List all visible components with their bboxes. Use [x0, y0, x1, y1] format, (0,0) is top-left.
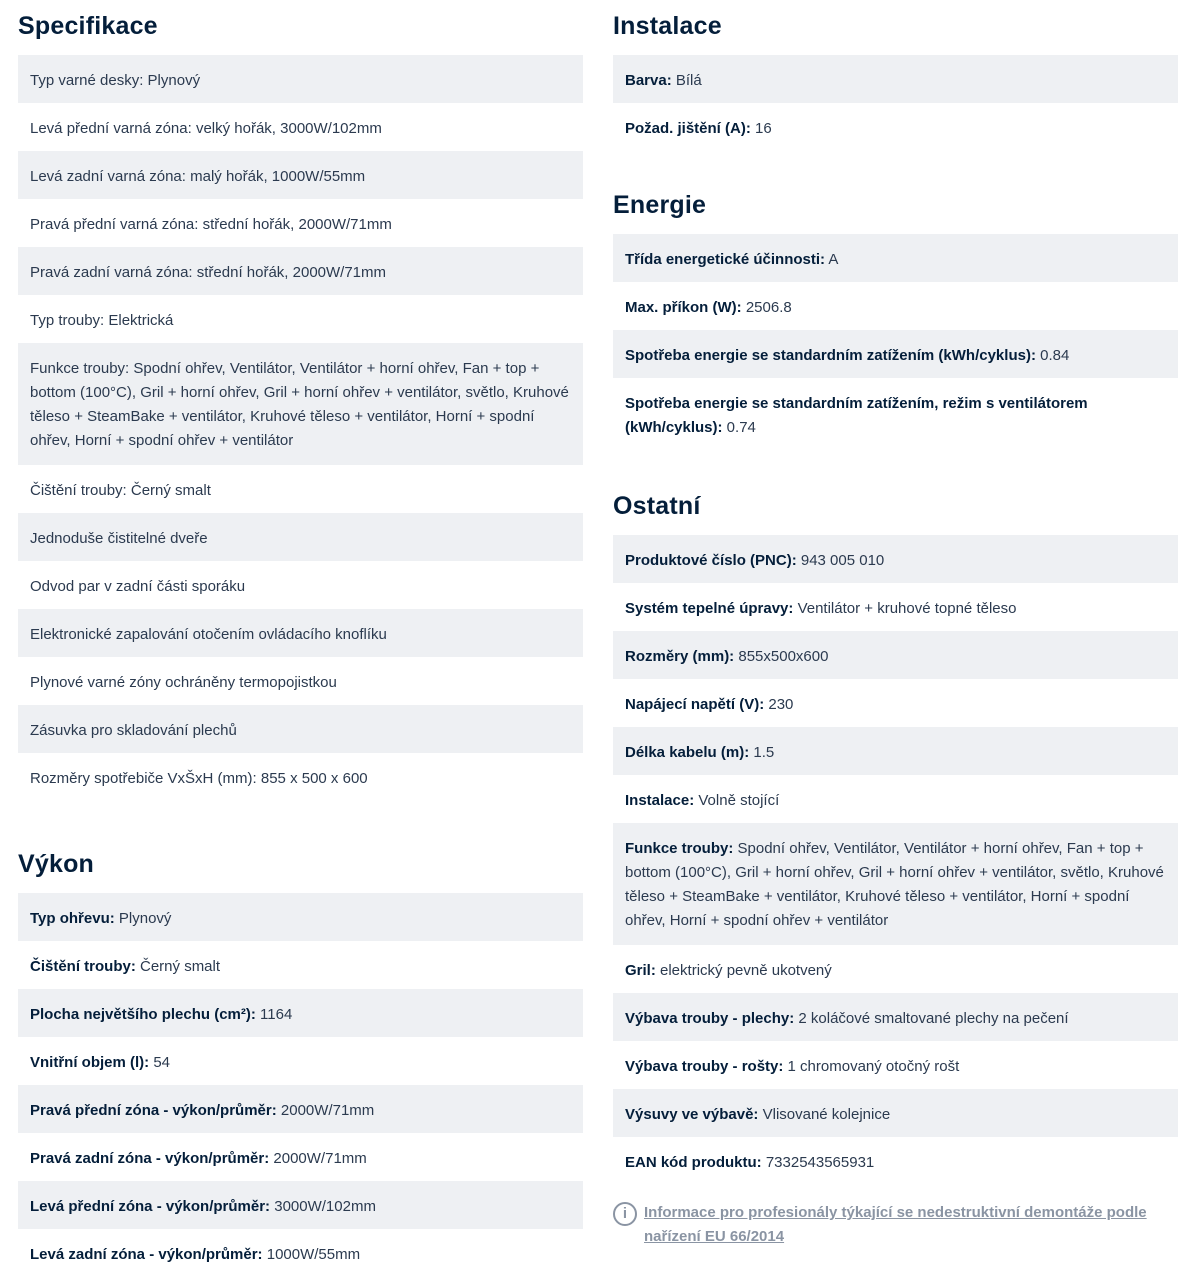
list-item: [613, 727, 1178, 775]
list-item: Čištění trouby: Černý smalt: [30, 482, 211, 499]
item-value: 2 koláčové smaltované plechy na pečení: [794, 1010, 1069, 1027]
item-value: A: [825, 251, 839, 268]
item-value: 16: [750, 120, 772, 137]
ostatni-list: [613, 535, 1178, 1185]
left-column: [18, 0, 583, 1277]
vykon-heading: Výkon: [18, 850, 95, 878]
list-item: [18, 1037, 583, 1085]
item-label: Čištění trouby:: [30, 958, 136, 975]
list-item: Levá zadní varná zóna: malý hořák, 1000W/55mm: [18, 151, 583, 199]
info-icon: i: [613, 1202, 637, 1226]
list-item: [613, 535, 1178, 583]
list-item: [613, 378, 1178, 452]
professional-info: [613, 1201, 1178, 1249]
item-value: 230: [764, 696, 794, 713]
vykon-list: [18, 893, 583, 1277]
list-item: [613, 823, 1178, 945]
list-item: [613, 1089, 1178, 1137]
item-value: Spodní ohřev, Ventilátor, Ventilátor + horní ohřev, Fan + top + bottom (100°C), Gril + horní ohřev, Gril + horní ohřev + ventilátor, světlo, Kruhové těleso + SteamBake + ventilátor, Kruhové těleso + ventilátor, Horní + spodní ohřev, Horní + spodní ohřev + ventilátor: [625, 840, 1164, 929]
item-label: Délka kabelu (m):: [625, 744, 750, 761]
item-value: 2000W/71mm: [269, 1150, 367, 1167]
item-label: Funkce trouby:: [625, 840, 734, 857]
energie-list: [613, 234, 1178, 452]
list-item: [18, 1229, 583, 1277]
item-label: EAN kód produktu:: [625, 1154, 762, 1171]
list-item: [613, 993, 1178, 1041]
item-value: 1 chromovaný otočný rošt: [783, 1058, 960, 1075]
item-value: 0.74: [722, 419, 756, 436]
right-column: [613, 0, 1178, 1249]
item-value: Ventilátor + kruhové topné těleso: [793, 600, 1017, 617]
item-label: Levá přední zóna - výkon/průměr:: [30, 1198, 271, 1215]
list-item: [613, 631, 1178, 679]
list-item: [613, 282, 1178, 330]
item-label: Rozměry (mm):: [625, 648, 735, 665]
item-label: Systém tepelné úpravy:: [625, 600, 794, 617]
item-value: Plynový: [114, 910, 172, 927]
list-item: [613, 234, 1178, 282]
item-label: Výsuvy ve výbavě:: [625, 1106, 759, 1123]
item-value: 2000W/71mm: [276, 1102, 375, 1119]
list-item: Jednoduše čistitelné dveře: [18, 513, 583, 561]
list-item: [18, 1133, 583, 1181]
list-item: Levá přední varná zóna: velký hořák, 3000W/102mm: [30, 120, 382, 137]
list-item: Funkce trouby: Spodní ohřev, Ventilátor, Ventilátor + horní ohřev, Fan + top + bottom (100°C), Gril + horní ohřev, Gril + horní ohřev + ventilátor, světlo, Kruhové těleso + SteamBake + ventilátor, Kruhové těleso + ventilátor, Horní + spodní ohřev, Horní + spodní ohřev + ventilátor: [18, 343, 583, 465]
item-label: Levá zadní zóna - výkon/průměr:: [30, 1246, 263, 1263]
item-label: Požad. jištění (A):: [625, 120, 751, 137]
list-item: [613, 679, 1178, 727]
item-value: 7332543565931: [761, 1154, 875, 1171]
item-label: Instalace:: [625, 792, 695, 809]
item-label: Barva:: [625, 72, 672, 89]
item-value: 2506.8: [741, 299, 792, 316]
list-item: Zásuvka pro skladování plechů: [18, 705, 583, 753]
list-item: [613, 583, 1178, 631]
item-label: Spotřeba energie se standardním zatížením (kWh/cyklus):: [625, 347, 1036, 364]
item-value: Bílá: [671, 72, 702, 89]
item-value: 54: [149, 1054, 171, 1071]
list-item: [613, 775, 1178, 823]
item-value: 855x500x600: [734, 648, 829, 665]
ostatni-heading: Ostatní: [613, 492, 701, 520]
list-item: [613, 1041, 1178, 1089]
list-item: [613, 330, 1178, 378]
list-item: Typ varné desky: Plynový: [18, 55, 583, 103]
item-value: 1164: [255, 1006, 293, 1023]
item-value: 1000W/55mm: [262, 1246, 361, 1263]
item-label: Pravá zadní zóna - výkon/průměr:: [30, 1150, 270, 1167]
list-item: Pravá přední varná zóna: střední hořák, 2000W/71mm: [30, 216, 392, 233]
energie-heading: Energie: [613, 191, 707, 219]
list-item: [18, 1085, 583, 1133]
list-item: [18, 989, 583, 1037]
item-value: Černý smalt: [135, 958, 221, 975]
item-label: Typ ohřevu:: [30, 910, 115, 927]
item-value: Volně stojící: [694, 792, 780, 809]
item-label: Gril:: [625, 962, 656, 979]
list-item: Odvod par v zadní části sporáku: [30, 578, 246, 595]
item-value: Vlisované kolejnice: [758, 1106, 891, 1123]
specifikace-list: [18, 55, 583, 801]
item-label: Výbava trouby - plechy:: [625, 1010, 795, 1027]
item-label: Max. příkon (W):: [625, 299, 742, 316]
item-label: Vnitřní objem (l):: [30, 1054, 150, 1071]
specifikace-heading: Specifikace: [18, 12, 158, 40]
list-item: Plynové varné zóny ochráněny termopojistkou: [30, 674, 337, 691]
list-item: [613, 1137, 1178, 1185]
list-item: [18, 941, 583, 989]
item-label: Třída energetické účinnosti:: [625, 251, 826, 268]
list-item: [18, 1181, 583, 1229]
item-label: Pravá přední zóna - výkon/průměr:: [30, 1102, 277, 1119]
item-value: elektrický pevně ukotvený: [655, 962, 832, 979]
list-item: Elektronické zapalování otočením ovládacího knoflíku: [18, 609, 583, 657]
list-item: [613, 103, 1178, 151]
list-item: [613, 55, 1178, 103]
list-item: Rozměry spotřebiče VxŠxH (mm): 855 x 500 x 600: [30, 770, 368, 787]
professional-info-link[interactable]: Informace pro profesionály týkající se nedestruktivní demontáže podle nařízení EU 66/2014: [644, 1204, 1147, 1245]
list-item: [613, 945, 1178, 993]
item-value: 3000W/102mm: [270, 1198, 376, 1215]
list-item: [18, 893, 583, 941]
item-value: 943 005 010: [796, 552, 885, 569]
item-value: 0.84: [1035, 347, 1070, 364]
instalace-heading: Instalace: [613, 12, 722, 40]
list-item: Typ trouby: Elektrická: [30, 312, 174, 329]
list-item: Pravá zadní varná zóna: střední hořák, 2000W/71mm: [18, 247, 583, 295]
item-label: Produktové číslo (PNC):: [625, 552, 797, 569]
item-label: Výbava trouby - rošty:: [625, 1058, 784, 1075]
item-label: Napájecí napětí (V):: [625, 696, 765, 713]
instalace-list: [613, 55, 1178, 151]
item-label: Spotřeba energie se standardním zatížením, režim s ventilátorem (kWh/cyklus):: [625, 395, 1088, 436]
item-value: 1.5: [749, 744, 775, 761]
item-label: Plocha největšího plechu (cm²):: [30, 1006, 256, 1023]
